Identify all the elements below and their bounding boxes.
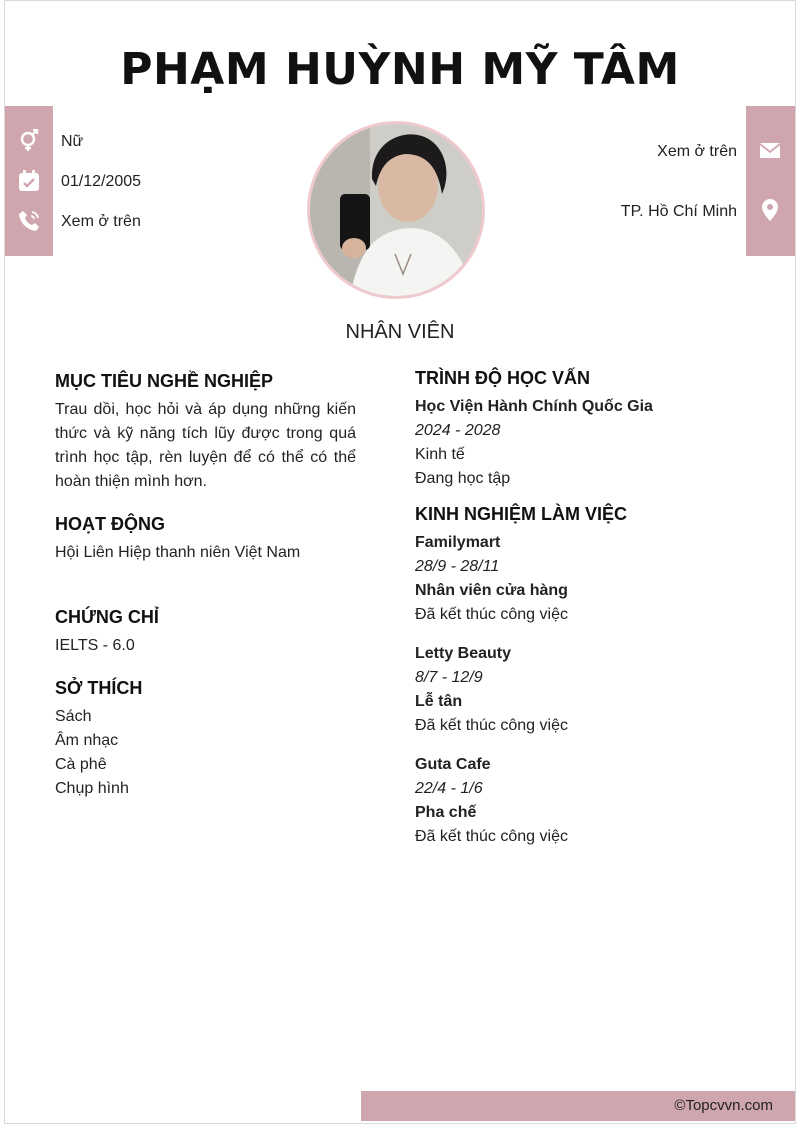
- hobby-item: Sách: [55, 708, 92, 725]
- gender-icon: [17, 129, 41, 153]
- job-status: Đã kết thúc công việc: [415, 717, 568, 734]
- job-period: 8/7 - 12/9: [415, 669, 483, 686]
- school-name: Học Viện Hành Chính Quốc Gia: [415, 398, 653, 415]
- job-title: NHÂN VIÊN: [345, 321, 455, 343]
- gender-value: Nữ: [61, 133, 84, 150]
- hobby-item: Cà phê: [55, 756, 107, 773]
- education-period: 2024 - 2028: [415, 422, 501, 439]
- job-position: Pha chế: [415, 804, 477, 821]
- location-pin-icon: [758, 198, 782, 222]
- job-period: 22/4 - 1/6: [415, 780, 483, 797]
- calendar-icon: [17, 169, 41, 193]
- certificates-section: [55, 607, 356, 658]
- job-position: Lễ tân: [415, 693, 463, 710]
- job-period: 28/9 - 28/11: [415, 558, 500, 575]
- right-column: [415, 368, 755, 849]
- job-entry: [415, 642, 755, 738]
- objective-title: MỤC TIÊU NGHỀ NGHIỆP: [55, 371, 274, 391]
- phone-value: Xem ở trên: [61, 213, 141, 230]
- job-status: Đã kết thúc công việc: [415, 828, 568, 845]
- hobby-item: Âm nhạc: [55, 732, 119, 749]
- job-company: Guta Cafe: [415, 756, 491, 773]
- activities-section: [55, 514, 356, 565]
- education-status: Đang học tập: [415, 470, 511, 487]
- email-value: Xem ở trên: [657, 143, 737, 160]
- birthdate-value: 01/12/2005: [61, 173, 142, 190]
- activities-text: Hội Liên Hiệp thanh niên Việt Nam: [55, 544, 301, 561]
- footer-bar: [361, 1091, 795, 1121]
- left-contact-bar: [5, 106, 53, 256]
- hobby-item: Chụp hình: [55, 780, 129, 797]
- hobbies-section: [55, 678, 356, 801]
- objective-text: Trau dồi, học hỏi và áp dụng những kiến thức và kỹ năng tích lũy được trong quá trình học tập, rèn luyện để có thể có thể hoàn thiện mình hơn.: [55, 401, 356, 490]
- job-position: Nhân viên cửa hàng: [415, 582, 568, 599]
- candidate-name: PHẠM HUỲNH MỸ TÂM: [120, 44, 680, 95]
- footer-credit: ©Topcvvn.com: [674, 1097, 773, 1114]
- certificates-title: CHỨNG CHỈ: [55, 607, 159, 627]
- education-section: [415, 368, 755, 491]
- job-status: Đã kết thúc công việc: [415, 606, 568, 623]
- activities-title: HOẠT ĐỘNG: [55, 514, 165, 534]
- mail-icon: [758, 138, 782, 162]
- address-value: TP. Hồ Chí Minh: [620, 203, 737, 220]
- job-entry: [415, 753, 755, 849]
- experience-title: KINH NGHIỆM LÀM VIỆC: [415, 504, 628, 524]
- education-major: Kinh tế: [415, 446, 465, 463]
- right-contact-bar: [746, 106, 795, 256]
- job-company: Familymart: [415, 534, 501, 551]
- hobbies-title: SỞ THÍCH: [55, 678, 143, 698]
- experience-section: [415, 504, 755, 849]
- certificates-text: IELTS - 6.0: [55, 637, 135, 654]
- phone-icon: [17, 209, 41, 233]
- education-title: TRÌNH ĐỘ HỌC VẤN: [415, 368, 590, 388]
- profile-photo: [310, 124, 482, 296]
- job-company: Letty Beauty: [415, 645, 512, 662]
- job-entry: [415, 531, 755, 627]
- objective-section: [55, 371, 356, 494]
- left-column: [55, 371, 356, 801]
- avatar: [307, 121, 485, 299]
